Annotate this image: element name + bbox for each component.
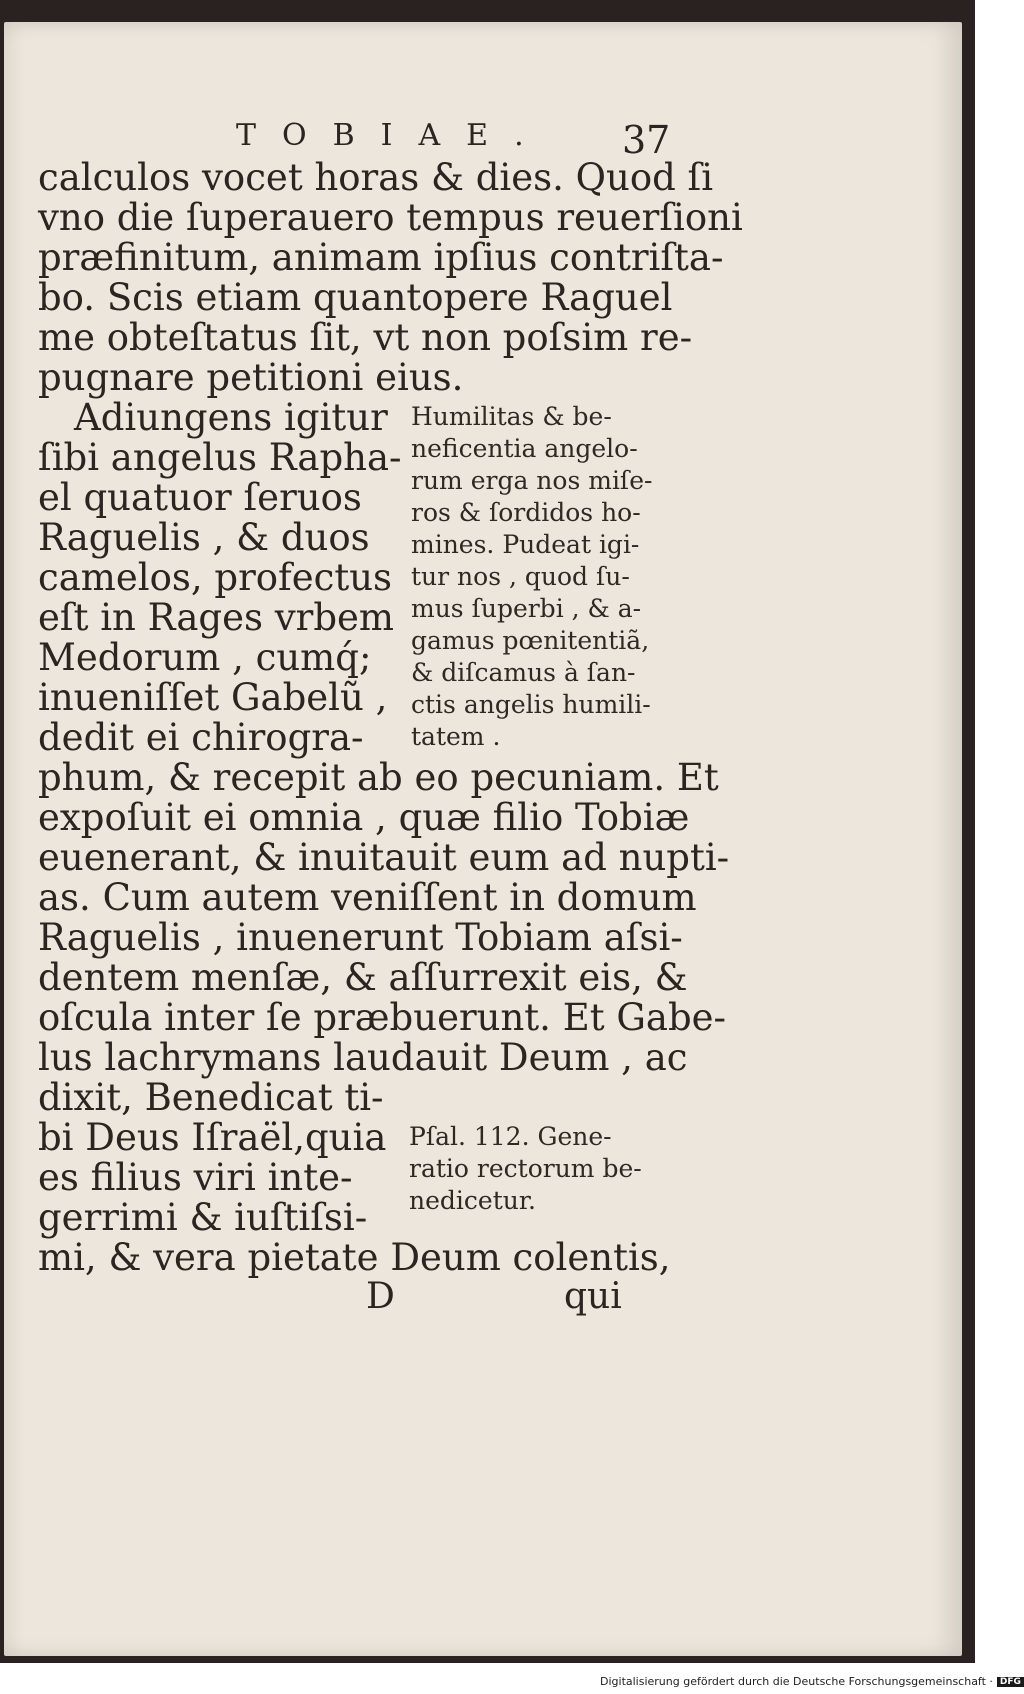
body-line: eſt in Rages vrbem [38,596,394,639]
body-line: præfinitum, animam ipſius contriſta- [38,236,724,279]
dfg-logo: DFG [997,1677,1024,1687]
marginal-note-line: tatem . [411,722,501,751]
body-line: inueniſſet Gabelũ , [38,676,388,719]
marginal-note-line: ros & ſordidos ho- [411,498,641,527]
marginal-note-line: tur nos , quod ſu- [411,562,630,591]
body-line: el quatuor ſeruos [38,476,362,519]
body-line: phum, & recepit ab eo pecuniam. Et [38,756,719,799]
body-line: me obteſtatus ſit, vt non poſsim re- [38,316,693,359]
body-line: Medorum , cumq́; [38,636,372,679]
body-line: Adiungens igitur [74,396,388,439]
body-line: Raguelis , inuenerunt Tobiam aſsi- [38,916,683,959]
body-line: mi, & vera pietate Deum colentis, [38,1236,671,1279]
credit-text: Digitalisierung gefördert durch die Deutsche Forschungsgemeinschaft · [600,1675,993,1688]
marginal-note-line: Pſal. 112. Gene- [409,1122,612,1151]
body-line: lus lachrymans laudauit Deum , ac [38,1036,688,1079]
body-line: gerrimi & iuſtiſsi- [38,1196,368,1239]
body-line: dedit ei chirogra- [38,716,364,759]
body-line: pugnare petitioni eius. [38,356,464,399]
marginal-note-line: mus ſuperbi , & a- [411,594,642,623]
marginal-note-line: ratio rectorum be- [409,1154,642,1183]
body-line: vno die ſuperauero tempus reuerſioni [38,196,743,239]
body-line: dentem menſæ, & aſſurrexit eis, & [38,956,688,999]
marginal-note-line: mines. Pudeat igi- [411,530,640,559]
marginal-note-line: rum erga nos miſe- [411,466,653,495]
body-line: euenerant, & inuitauit eum ad nupti- [38,836,730,879]
body-line: bi Deus Iſraël,quia [38,1116,387,1159]
digitization-credit [600,1675,1024,1688]
body-line: expoſuit ei omnia , quæ filio Tobiæ [38,796,690,839]
marginal-note-line: Humilitas & be- [411,402,612,431]
marginal-note-line: gamus pœnitentiã, [411,626,650,655]
body-line: es filius viri inte- [38,1156,353,1199]
body-line: calculos vocet horas & dies. Quod ſi [38,156,714,199]
page-number: 37 [622,118,671,162]
running-title: TOBIAE. [236,118,550,153]
marginal-note-line: neficentia angelo- [411,434,638,463]
body-line: as. Cum autem veniſſent in domum [38,876,697,919]
body-line: ſibi angelus Rapha- [38,436,402,479]
marginal-note-line: & diſcamus à ſan- [411,658,636,687]
marginal-note-line: ctis angelis humili- [411,690,651,719]
body-line: oſcula inter ſe præbuerunt. Et Gabe- [38,996,727,1039]
body-line: Raguelis , & duos [38,516,370,559]
marginal-note-line: nedicetur. [409,1186,536,1215]
body-line: camelos, profectus [38,556,393,599]
body-line: bo. Scis etiam quantopere Raguel [38,276,673,319]
book-page [4,22,962,1656]
catchword: qui [564,1276,622,1317]
signature-mark: D [366,1276,395,1317]
body-line: dixit, Benedicat ti- [38,1076,384,1119]
